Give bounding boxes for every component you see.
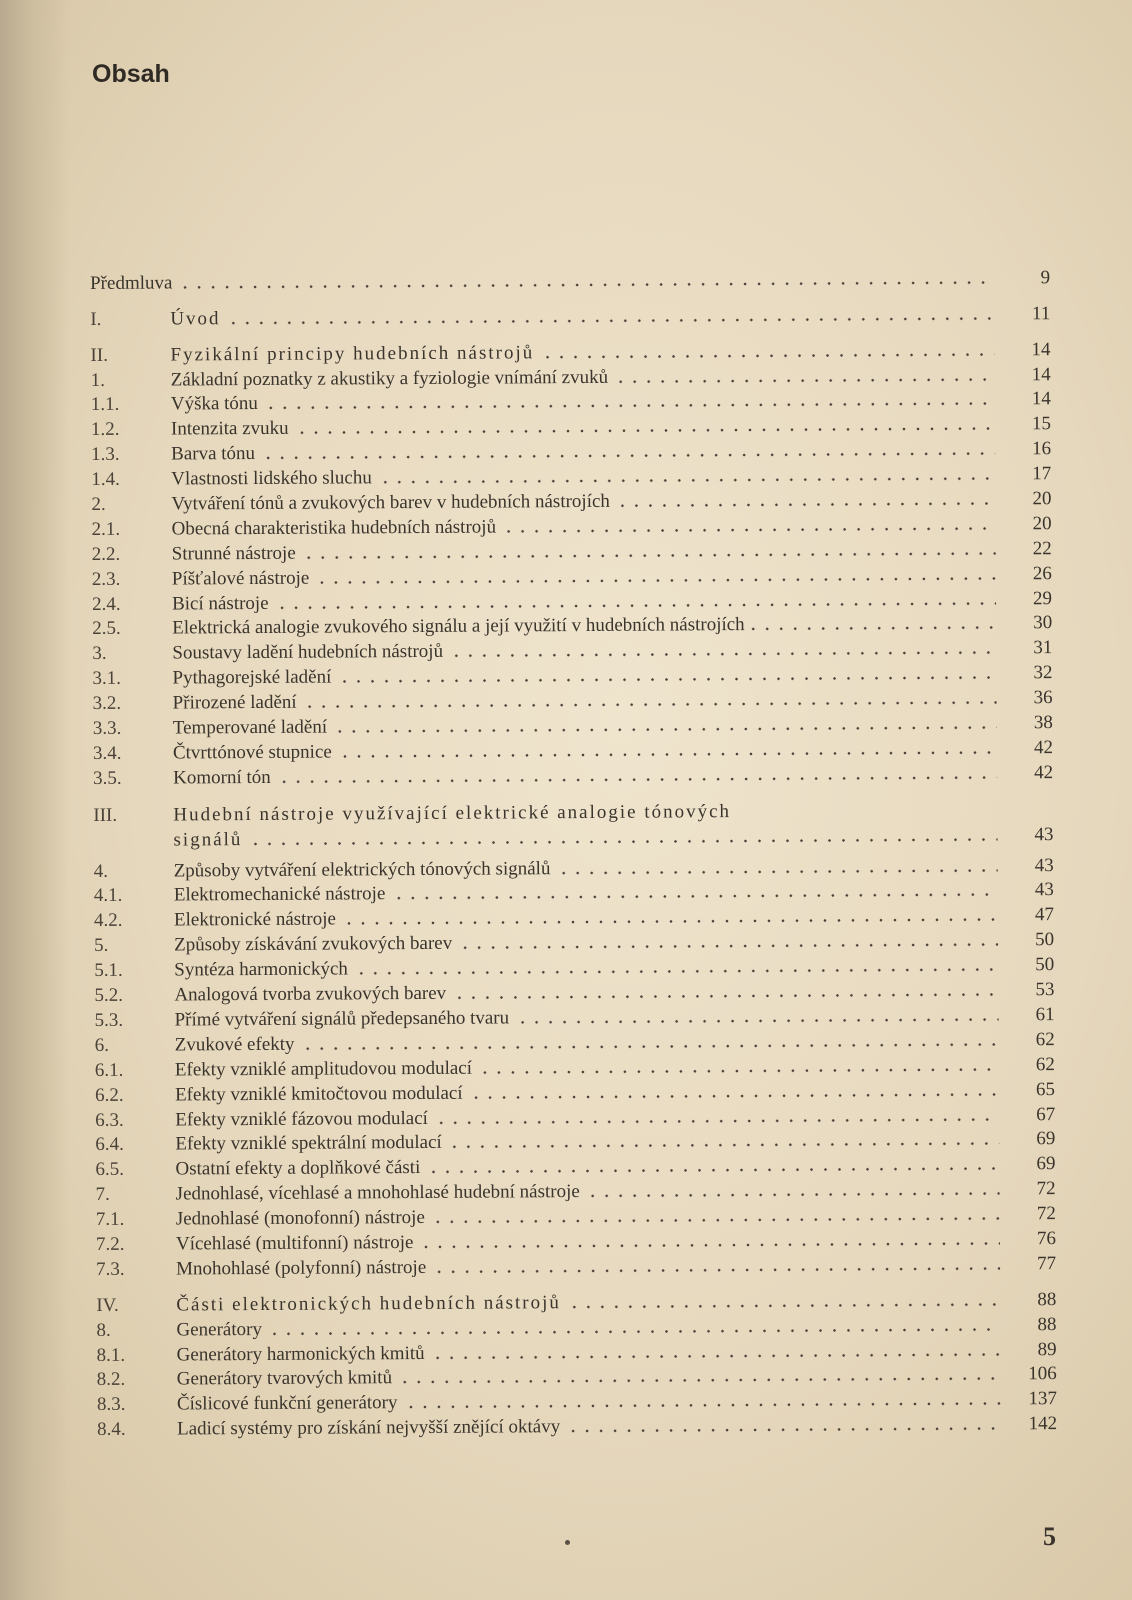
toc-entry-number: 2. <box>91 493 106 516</box>
stray-dot <box>565 1540 570 1545</box>
toc-entry-page: 61 <box>1035 1004 1055 1026</box>
toc-entry-title: Analogová tvorba zvukových barev <box>174 982 447 1006</box>
toc-entry-page: 69 <box>1036 1153 1056 1175</box>
toc-entry-title: Jednohlasé, vícehlasé a mnohohlasé hudební nástroje <box>175 1181 580 1205</box>
toc-entry-title: Intenzita zvuku <box>170 418 289 440</box>
dot-leader <box>261 452 995 460</box>
toc-entry-page: 29 <box>1032 587 1053 609</box>
toc-entry-number: 6.2. <box>94 1084 124 1106</box>
dot-leader <box>275 601 996 609</box>
toc-entry-number: 5.2. <box>94 984 123 1007</box>
dot-leader <box>378 477 995 485</box>
dot-leader <box>303 701 997 709</box>
dot-leader <box>398 1377 1001 1385</box>
page-gutter-shadow <box>0 0 70 1600</box>
toc-entry-number: 2.2. <box>91 543 121 565</box>
dot-leader <box>391 893 997 901</box>
toc-entry-number: 7.1. <box>95 1208 125 1231</box>
toc-entry-page: 89 <box>1037 1338 1057 1360</box>
dot-leader <box>268 1327 1001 1335</box>
toc-entry-number: II. <box>90 344 108 366</box>
toc-entry-page: 9 <box>1040 267 1051 289</box>
toc-entry-number: III. <box>93 804 118 826</box>
toc-entry-page: 62 <box>1035 1053 1055 1075</box>
toc-entry-title: Fyzikální principy hudebních nástrojů <box>170 341 535 366</box>
toc-entry-page: 137 <box>1028 1388 1057 1410</box>
toc-entry-page: 42 <box>1033 737 1053 759</box>
toc-entry-number: 3.1. <box>92 668 122 690</box>
toc-entry-page: 42 <box>1034 761 1054 784</box>
toc-entry-title: Číslicové funkční generátory <box>176 1392 398 1415</box>
toc-entry-title: Barva tónu <box>171 443 256 465</box>
toc-entry-title: Základní poznatky z akustiky a fyziologie vnímání zvuků <box>170 366 609 391</box>
toc-entry-title: Úvod <box>170 307 221 330</box>
toc-entry-page: 69 <box>1036 1128 1056 1150</box>
toc-entry-title: Vytváření tónů a zvukových barev v hudebních nástrojích <box>171 490 610 515</box>
toc-entry-number: 6. <box>94 1034 110 1056</box>
toc-entry-title: Výška tónu <box>170 393 258 415</box>
table-of-contents <box>90 264 1057 1490</box>
toc-entry-page: 47 <box>1034 904 1055 926</box>
toc-entry-title: Mnohohlasé (polyfonní) nástroje <box>176 1256 427 1280</box>
toc-entry-title: Elektrická analogie zvukového signálu a její využití v hudebních nástrojích <box>172 614 745 639</box>
toc-entry-page: 38 <box>1033 712 1053 734</box>
page-title: Obsah <box>92 60 170 88</box>
toc-entry-number: 4. <box>93 860 108 882</box>
toc-entry-page: 14 <box>1031 338 1051 360</box>
toc-entry-number: 5.1. <box>94 959 123 982</box>
toc-entry-page: 50 <box>1035 954 1055 976</box>
dot-leader <box>566 1427 1001 1434</box>
toc-entry-title: Efekty vzniklé kmitočtovou modulací <box>174 1082 463 1106</box>
dot-leader <box>567 1302 1000 1309</box>
toc-entry-page: 43 <box>1034 879 1054 901</box>
toc-entry-number: 2.1. <box>91 518 121 540</box>
dot-leader <box>432 1266 1000 1273</box>
toc-entry-number: IV. <box>96 1294 119 1316</box>
toc-entry-page: 65 <box>1035 1078 1056 1100</box>
dot-leader <box>337 676 996 684</box>
toc-entry-page: 67 <box>1036 1103 1056 1125</box>
toc-entry-title: Efekty vzniklé amplitudovou modulací <box>174 1057 473 1081</box>
toc-entry-number: 4.1. <box>93 885 123 907</box>
toc-entry-number: 6.1. <box>94 1059 124 1081</box>
dot-leader <box>431 1217 1000 1224</box>
toc-entry-page: 22 <box>1032 537 1052 560</box>
dot-leader <box>426 1167 999 1175</box>
toc-entry-number: 6.3. <box>95 1109 124 1131</box>
toc-entry-title: Soustavy ladění hudebních nástrojů <box>172 641 444 664</box>
toc-entry-number: 1.3. <box>91 444 120 466</box>
toc-entry-title: Vlastnosti lidského sluchu <box>171 467 372 490</box>
toc-entry-front <box>90 264 1050 295</box>
toc-entry-number: 8.4. <box>97 1418 126 1441</box>
dot-leader <box>419 1241 1000 1249</box>
toc-entry-number: 6.4. <box>95 1134 124 1156</box>
toc-entry-title: Generátory harmonických kmitů <box>176 1342 425 1366</box>
toc-entry-title: Syntéza harmonických <box>174 958 348 981</box>
toc-entry-page: 53 <box>1035 979 1055 1001</box>
toc-entry-title: Píšťalové nástroje <box>171 567 310 590</box>
dot-leader <box>403 1402 1000 1410</box>
toc-entry-number: 3. <box>92 643 107 665</box>
toc-entry-title: Pythagorejské ladění <box>172 666 332 689</box>
toc-entry-title: Elektronické nástroje <box>173 908 337 931</box>
toc-entry-number: 7.2. <box>95 1233 125 1255</box>
dot-leader <box>178 280 994 289</box>
toc-entry-number: 1.2. <box>90 419 120 441</box>
dot-leader <box>478 1067 999 1074</box>
dot-leader <box>616 501 996 507</box>
toc-entry-title: Ostatní efekty a doplňkové části <box>175 1157 421 1180</box>
toc-entry-number: 2.4. <box>91 593 121 615</box>
toc-entry-title: Efekty vzniklé fázovou modulací <box>175 1107 428 1130</box>
toc-entry-page: 20 <box>1032 513 1052 535</box>
dot-leader <box>277 775 997 783</box>
toc-entry-title: Komorní tón <box>173 766 271 789</box>
toc-entry-page: 11 <box>1031 302 1051 325</box>
toc-entry-number: 2.3. <box>91 568 121 590</box>
toc-entry-page: 14 <box>1031 363 1051 385</box>
toc-entry-page: 88 <box>1037 1313 1057 1335</box>
dot-leader <box>515 1017 998 1024</box>
toc-entry-title: Generátory <box>176 1318 263 1341</box>
toc-entry-title: Předmluva <box>90 272 173 294</box>
toc-entry-number: I. <box>90 308 102 330</box>
toc-entry-page: 15 <box>1031 413 1052 435</box>
toc-entry-page: 31 <box>1033 637 1053 659</box>
toc-entry-page: 142 <box>1028 1413 1058 1435</box>
dot-leader <box>747 626 1001 632</box>
toc-entry-page: 43 <box>1034 823 1054 845</box>
toc-entry-number: 7.3. <box>96 1258 125 1280</box>
dot-leader <box>614 377 995 383</box>
dot-leader <box>586 1192 1000 1199</box>
toc-entry-number: 1. <box>90 369 105 391</box>
toc-entry-title: Čtvrttónové stupnice <box>172 741 332 764</box>
toc-entry-number: 3.2. <box>92 692 122 715</box>
dot-leader <box>227 316 995 325</box>
dot-leader <box>540 352 994 359</box>
dot-leader <box>338 750 997 758</box>
toc-entry-page: 88 <box>1037 1288 1057 1310</box>
toc-entry-number: 8.3. <box>96 1394 126 1416</box>
toc-entry-title: Bicí nástroje <box>171 592 269 615</box>
toc-entry-title: Elektromechanické nástroje <box>173 883 386 906</box>
toc-entry-page: 62 <box>1035 1028 1055 1051</box>
toc-entry-number: 1.4. <box>91 468 120 491</box>
toc-entry-number: 4.2. <box>93 910 123 932</box>
toc-entry-number: 5.3. <box>94 1009 124 1031</box>
toc-entry-number: 2.5. <box>92 618 121 640</box>
toc-entry-page: 72 <box>1036 1203 1056 1225</box>
toc-entry-title: Temperované ladění <box>172 716 328 739</box>
toc-entry-title: Strunné nástroje <box>171 542 296 565</box>
toc-entry-part <box>90 300 1050 331</box>
toc-entry-number: 3.3. <box>92 717 122 740</box>
toc-entry-title: Generátory tvarových kmitů <box>176 1367 393 1390</box>
toc-entry-title: Jednohlasé (monofonní) nástroje <box>175 1207 425 1230</box>
toc-entry-number: 8. <box>96 1319 111 1341</box>
toc-entry-number: 1.1. <box>90 394 120 416</box>
toc-entry-page: 16 <box>1032 438 1052 460</box>
toc-entry-title: Přirozené ladění <box>172 691 297 714</box>
dot-leader <box>448 1142 1000 1149</box>
toc-entry-page: 36 <box>1033 687 1053 709</box>
toc-entry-title: Části elektronických hudebních nástrojů <box>176 1291 561 1316</box>
toc-entry-page: 20 <box>1032 488 1052 510</box>
toc-entry-page: 26 <box>1032 562 1052 584</box>
toc-entry-title: Hudební nástroje využívající elektrické analogie tónových <box>173 800 732 826</box>
dot-leader <box>556 868 997 875</box>
toc-entry-title: Vícehlasé (multifonní) nástroje <box>175 1231 414 1255</box>
toc-entry-page: 30 <box>1033 612 1053 634</box>
dot-leader <box>502 526 996 533</box>
toc-entry-number: 8.2. <box>96 1369 126 1391</box>
toc-entry-page: 17 <box>1032 463 1052 485</box>
dot-leader <box>302 551 996 559</box>
dot-leader <box>342 918 998 926</box>
toc-entry-title: Obecná charakteristika hudebních nástrojů <box>171 516 497 540</box>
toc-entry-page: 43 <box>1034 854 1054 876</box>
toc-entry-page: 76 <box>1036 1228 1056 1250</box>
dot-leader <box>452 993 998 1000</box>
toc-entry-page: 106 <box>1028 1363 1057 1385</box>
page-number: 5 <box>1043 1522 1056 1551</box>
dot-leader <box>354 968 998 976</box>
dot-leader <box>295 427 995 435</box>
toc-entry-number: 5. <box>94 935 109 957</box>
dot-leader <box>434 1117 999 1124</box>
toc-entry-title: Efekty vzniklé spektrální modulací <box>175 1132 442 1155</box>
toc-entry-number: 8.1. <box>96 1344 126 1366</box>
dot-leader <box>301 1042 999 1050</box>
toc-entry-title: Přímé vytváření signálů předepsaného tvaru <box>174 1007 510 1031</box>
dot-leader <box>248 837 997 846</box>
dot-leader <box>469 1092 999 1099</box>
toc-entry-number: 7. <box>95 1184 110 1206</box>
toc-entry-number: 3.5. <box>93 767 122 789</box>
toc-entry-title: Zvukové efekty <box>174 1033 295 1056</box>
toc-entry-page: 14 <box>1031 388 1051 410</box>
toc-entry-title: Ladicí systémy pro získání nejvyšší znějící oktávy <box>177 1416 561 1440</box>
toc-entry-page: 72 <box>1036 1178 1056 1200</box>
toc-entry-title-continued: signálů <box>173 828 243 851</box>
toc-entry-page: 77 <box>1037 1252 1057 1275</box>
toc-entry-number: 6.5. <box>95 1159 125 1181</box>
toc-entry-title: Způsoby získávání zvukových barev <box>174 933 453 956</box>
dot-leader <box>315 576 996 584</box>
dot-leader <box>458 943 998 950</box>
toc-entry-number: 3.4. <box>92 742 122 764</box>
toc-entry-title: Způsoby vytváření elektrických tónových signálů <box>173 857 551 882</box>
toc-entry-page: 50 <box>1035 929 1055 951</box>
dot-leader <box>449 651 996 658</box>
toc-entry-page: 32 <box>1033 662 1053 684</box>
dot-leader <box>333 726 997 734</box>
dot-leader <box>431 1352 1001 1359</box>
dot-leader <box>264 402 995 410</box>
